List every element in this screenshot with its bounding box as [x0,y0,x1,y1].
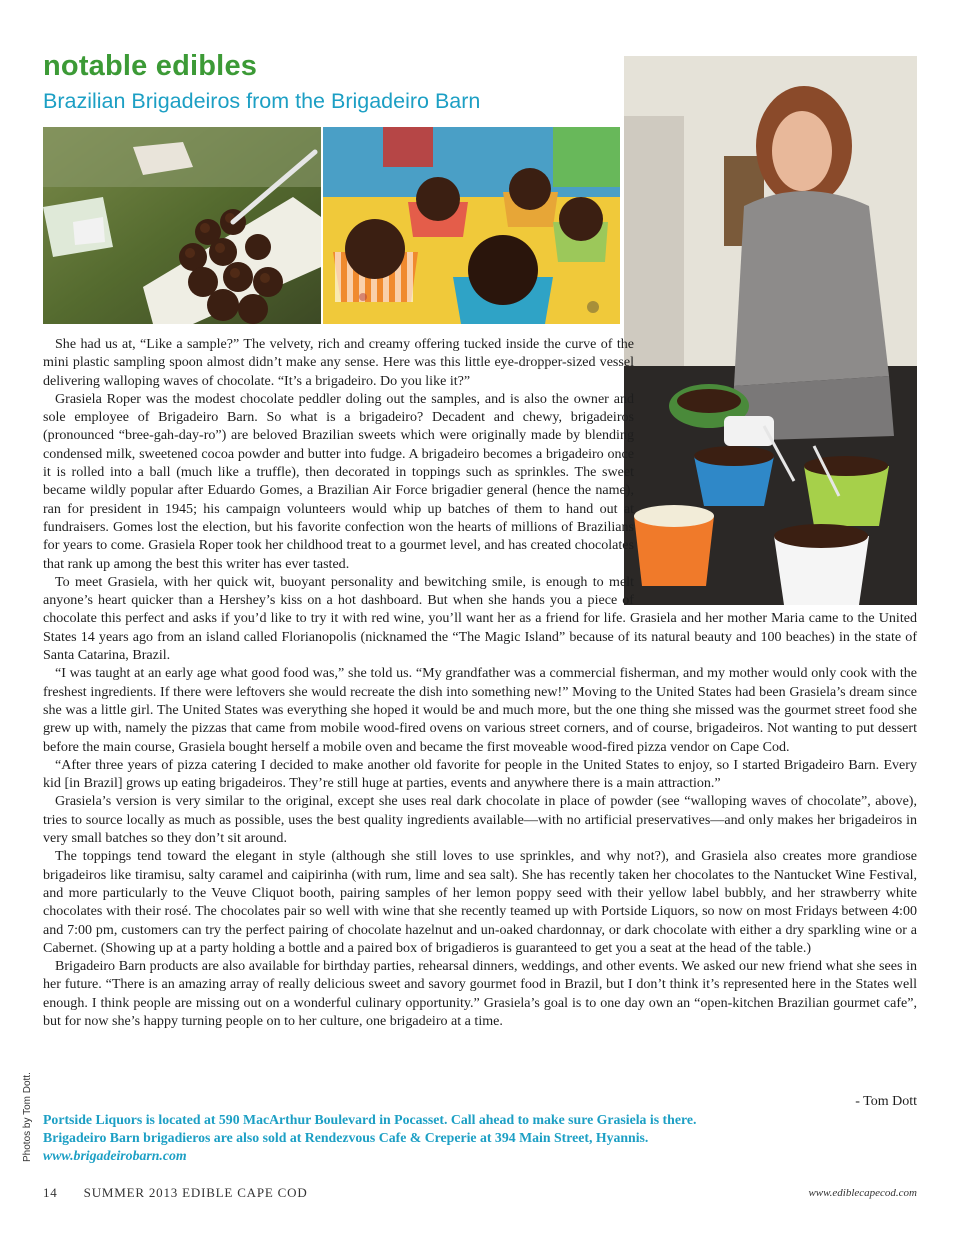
brigadeiros-cups-photo [323,127,620,324]
info-rendezvous-cafe: Brigadeiro Barn brigadieros are also sold at Rendezvous Cafe & Creperie at 394 Main Street, Hyannis. [43,1130,649,1145]
footer-left [43,1185,308,1201]
photo-credit: Photos by Tom Dott. [22,1072,33,1162]
article-paragraph: Brigadeiro Barn products are also available for birthday parties, rehearsal dinners, weddings, and other events. We asked our new friend what she sees in her future. “There is an amazing array of really delicious sweet and savory gourmet food in Brazil, but I don’t think it’s represented here in the States well enough. I think people are missing out on a wonderful culinary opportunity.” Grasiela’s goal is to one day own an “open-kitchen Brazilian gourmet cafe”, but for now she’s happy turning people on to her culture, one brigadeiro at a time. [43,958,917,1029]
publication-name: EDIBLE CAPE COD [182,1185,308,1200]
brigadeiro-barn-website-link[interactable]: www.brigadeirobarn.com [43,1148,187,1163]
section-title: notable edibles [43,50,258,82]
article-paragraph: The toppings tend toward the elegant in style (although she still loves to use sprinkles, and why not?), and Grasiela also creates more grandiose brigadeiros like tiramisu, salty caramel and caipirinha (with rum, lime and sea salt). She has recently taken her chocolates to the Nantucket Wine Festival, and more particularly to the Veuve Cliquot booth, pairing samples of her lemon poppy seed with their yellow label bubbly, and her strawberry white chocolates with their rosé. The chocolates pair so well with wine that she recently teamed up with Portside Liquors, so now on most Fridays between 4:00 and 7:00 pm, customers can try the perfect pairing of chocolate hazelnut and un-oaked chardonnay, or dark chocolate with either a dry sparkling wine or a Cabernet. (Showing up at a party holding a bottle and a paired box of brigadieros is guaranteed to get you a seat at the head of the table.) [43,848,917,956]
article-paragraph: She had us at, “Like a sample?” The velvety, rich and creamy offering tucked inside the curve of the mini plastic sampling spoon almost didn’t make any sense. Here was this little eye-dropper-sized vessel delivering walloping waves of chocolate. “It’s a brigadeiro. Do you like it?” [43,336,634,389]
issue-label: SUMMER 2013 [83,1185,179,1200]
author-byline: - Tom Dott [855,1094,917,1109]
photo-wrap-spacer [634,335,917,603]
article-paragraph: To meet Grasiela, with her quick wit, buoyant personality and bewitching smile, is enough to melt anyone’s heart quicker than a Hershey’s kiss on a hot dashboard. But when she hands you a piece of chocolate this perfect and asks if you’d like to try it with red wine, you’ll want her as a friend for life. Grasiela and her mother Maria came to the United States 14 years ago from an island called Florianopolis (nicknamed the “The Magic Island” because of its natural beauty and 100 beaches) in the state of Santa Catarina, Brazil. [43,573,917,664]
info-portside-liquors: Portside Liquors is located at 590 MacArthur Boulevard in Pocasset. Call ahead to make sure Grasiela is there. [43,1112,697,1127]
article-paragraph: “I was taught at an early age what good food was,” she told us. “My grandfather was a commercial fisherman, and my mother would only cook with the freshest ingredients. If there were leftovers she would recreate the dish into something new!” Moving to the United States had been Grasiela’s dream since she was a little girl. The United States was everything she hoped it would be and much more, but the one thing she missed was the gourmet street food she grew up with, namely the pizzas that came from mobile wood-fired ovens on various street corners, and of course, brigadeiros. Not wanting to put dessert before the main course, Grasiela bought herself a mobile oven and became the first moveable wood-fired pizza vendor on Cape Cod. [43,665,917,755]
footer-website-link[interactable]: www.ediblecapecod.com [808,1187,917,1199]
article-paragraph: “After three years of pizza catering I decided to make another old favorite for people in the United States to enjoy, so I started Brigadeiro Barn. Every kid [in Brazil] grows up eating brigadeiros. They’re still huge at parties, events and anywhere there is a main attraction.” [43,756,917,792]
page-number: 14 [43,1185,58,1200]
brigadeiros-plate-photo [43,127,321,324]
article-body [43,335,917,1030]
article-subtitle: Brazilian Brigadeiros from the Brigadeiro Barn [43,89,481,113]
article-paragraph: Grasiela’s version is very similar to the original, except she uses real dark chocolate in place of powder (see “walloping waves of chocolate”, above), tries to source locally as much as possible, uses the best quality ingredients available—with no artificial preservatives—and only makes her brigadeiros in very small batches so they don’t sit around. [43,793,917,847]
article-paragraph: Grasiela Roper was the modest chocolate peddler doling out the samples, and is also the owner and sole employee of Brigadeiro Barn. So what is a brigadeiro? Decadent and chewy, brigadeiros (pronounced “bree-gah-day-ro”) are beloved Brazilian sweets which were originally made by blending condensed milk, sweetened cocoa powder and butter into fudge. A brigadeiro becomes a brigadeiro once it is rolled into a ball (much like a truffle), then decorated in toppings such as sprinkles. The sweet became wildly popular after Eduardo Gomes, a Brazilian Air Force brigadier general (hence the name), ran for president in 1945; his campaign volunteers would whip up batches of them to hand out at fundraisers. Gomes lost the election, but his favorite confection won the hearts of millions of Brazilians for years to come. Grasiela Roper took her childhood treat to a gourmet level, and has created chocolates that rank up among the best this writer has ever tasted. [43,390,634,572]
